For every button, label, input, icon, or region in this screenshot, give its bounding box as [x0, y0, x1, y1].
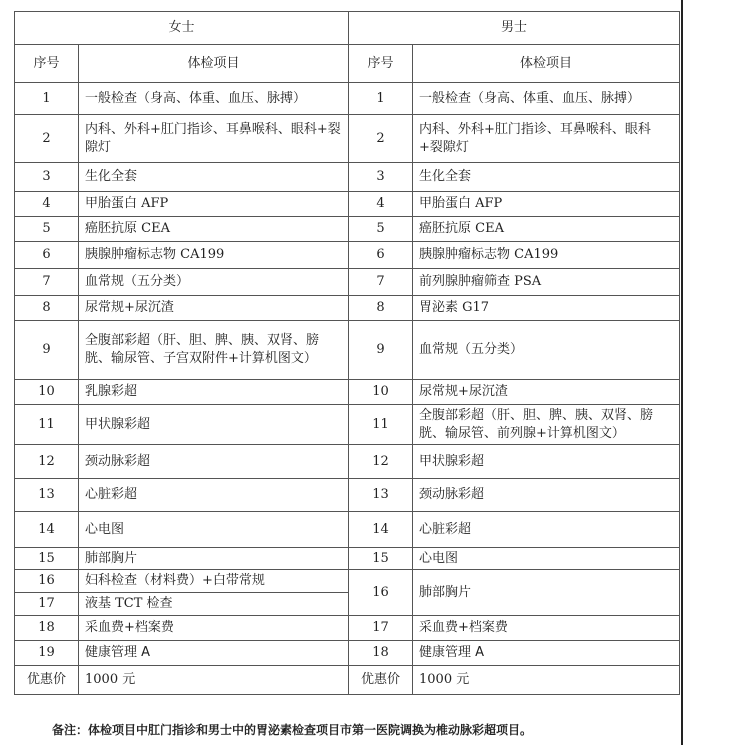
female-item: 甲胎蛋白 AFP — [79, 192, 349, 217]
female-item: 采血费+档案费 — [79, 616, 349, 641]
male-seq: 7 — [349, 269, 413, 296]
male-price-label: 优惠价 — [349, 666, 413, 695]
male-price: 1000 元 — [413, 666, 680, 695]
male-seq: 1 — [349, 83, 413, 115]
female-header: 女士 — [15, 12, 349, 45]
female-seq: 12 — [15, 445, 79, 479]
male-item: 尿常规+尿沉渣 — [413, 380, 680, 405]
table-row — [15, 192, 680, 217]
female-seq: 6 — [15, 242, 79, 269]
female-seq: 1 — [15, 83, 79, 115]
table-row — [15, 405, 680, 445]
male-item: 癌胚抗原 CEA — [413, 217, 680, 242]
table-row — [15, 163, 680, 192]
table-row — [15, 380, 680, 405]
price-row — [15, 666, 680, 695]
female-seq: 3 — [15, 163, 79, 192]
table-row — [15, 115, 680, 163]
male-seq: 14 — [349, 512, 413, 548]
female-item: 心脏彩超 — [79, 479, 349, 512]
male-seq: 18 — [349, 641, 413, 666]
male-item: 生化全套 — [413, 163, 680, 192]
male-seq: 16 — [349, 570, 413, 616]
table-row — [15, 296, 680, 321]
male-item: 肺部胸片 — [413, 570, 680, 616]
male-item: 全腹部彩超（肝、胆、脾、胰、双肾、膀胱、输尿管、前列腺+计算机图文） — [413, 405, 680, 445]
female-seq: 5 — [15, 217, 79, 242]
female-seq: 14 — [15, 512, 79, 548]
female-seq: 7 — [15, 269, 79, 296]
table-row — [15, 321, 680, 380]
male-seq: 10 — [349, 380, 413, 405]
female-seq: 11 — [15, 405, 79, 445]
female-seq: 10 — [15, 380, 79, 405]
female-seq: 19 — [15, 641, 79, 666]
male-seq: 4 — [349, 192, 413, 217]
table-row — [15, 445, 680, 479]
page-divider — [681, 0, 683, 745]
male-seq: 17 — [349, 616, 413, 641]
female-seq: 4 — [15, 192, 79, 217]
female-item: 生化全套 — [79, 163, 349, 192]
male-seq: 11 — [349, 405, 413, 445]
female-seq: 18 — [15, 616, 79, 641]
female-item: 健康管理 A — [79, 641, 349, 666]
female-item: 颈动脉彩超 — [79, 445, 349, 479]
female-seq: 8 — [15, 296, 79, 321]
male-item: 采血费+档案费 — [413, 616, 680, 641]
male-seq-header: 序号 — [349, 45, 413, 83]
female-seq: 13 — [15, 479, 79, 512]
table-row — [15, 570, 680, 593]
male-item: 前列腺肿瘤筛查 PSA — [413, 269, 680, 296]
table-row — [15, 83, 680, 115]
column-header-row — [15, 45, 680, 83]
male-item: 心电图 — [413, 548, 680, 570]
female-item: 乳腺彩超 — [79, 380, 349, 405]
male-seq: 3 — [349, 163, 413, 192]
male-item: 甲胎蛋白 AFP — [413, 192, 680, 217]
female-item: 癌胚抗原 CEA — [79, 217, 349, 242]
gender-header-row — [15, 12, 680, 45]
table-row — [15, 242, 680, 269]
male-seq: 2 — [349, 115, 413, 163]
male-item: 颈动脉彩超 — [413, 479, 680, 512]
male-seq: 8 — [349, 296, 413, 321]
exam-items-table — [14, 11, 680, 695]
table-row — [15, 269, 680, 296]
male-seq: 13 — [349, 479, 413, 512]
female-price: 1000 元 — [79, 666, 349, 695]
female-seq: 2 — [15, 115, 79, 163]
female-seq: 16 — [15, 570, 79, 593]
female-item: 胰腺肿瘤标志物 CA199 — [79, 242, 349, 269]
female-item-header: 体检项目 — [79, 45, 349, 83]
male-item-header: 体检项目 — [413, 45, 680, 83]
female-item: 内科、外科+肛门指诊、耳鼻喉科、眼科+裂隙灯 — [79, 115, 349, 163]
male-seq: 5 — [349, 217, 413, 242]
female-item: 血常规（五分类） — [79, 269, 349, 296]
male-seq: 6 — [349, 242, 413, 269]
female-item: 妇科检查（材料费）+白带常规 — [79, 570, 349, 593]
male-item: 心脏彩超 — [413, 512, 680, 548]
male-item: 甲状腺彩超 — [413, 445, 680, 479]
female-item: 心电图 — [79, 512, 349, 548]
footnote: 备注：体检项目中肛门指诊和男士中的胃泌素检查项目市第一医院调换为椎动脉彩超项目。 — [52, 723, 533, 737]
female-seq: 9 — [15, 321, 79, 380]
male-seq: 12 — [349, 445, 413, 479]
male-item: 胃泌素 G17 — [413, 296, 680, 321]
male-item: 血常规（五分类） — [413, 321, 680, 380]
female-seq-header: 序号 — [15, 45, 79, 83]
female-item: 肺部胸片 — [79, 548, 349, 570]
female-item: 液基 TCT 检查 — [79, 593, 349, 616]
male-seq: 15 — [349, 548, 413, 570]
table-row — [15, 217, 680, 242]
female-seq: 15 — [15, 548, 79, 570]
female-item: 尿常规+尿沉渣 — [79, 296, 349, 321]
male-item: 健康管理 A — [413, 641, 680, 666]
table-row — [15, 616, 680, 641]
table-row — [15, 479, 680, 512]
male-seq: 9 — [349, 321, 413, 380]
table-row — [15, 512, 680, 548]
male-item: 一般检查（身高、体重、血压、脉搏） — [413, 83, 680, 115]
female-price-label: 优惠价 — [15, 666, 79, 695]
male-header: 男士 — [349, 12, 680, 45]
male-item: 内科、外科+肛门指诊、耳鼻喉科、眼科+裂隙灯 — [413, 115, 680, 163]
female-seq: 17 — [15, 593, 79, 616]
female-item: 全腹部彩超（肝、胆、脾、胰、双肾、膀胱、输尿管、子宫双附件+计算机图文） — [79, 321, 349, 380]
male-item: 胰腺肿瘤标志物 CA199 — [413, 242, 680, 269]
table-row — [15, 641, 680, 666]
female-item: 甲状腺彩超 — [79, 405, 349, 445]
table-row — [15, 548, 680, 570]
female-item: 一般检查（身高、体重、血压、脉搏） — [79, 83, 349, 115]
